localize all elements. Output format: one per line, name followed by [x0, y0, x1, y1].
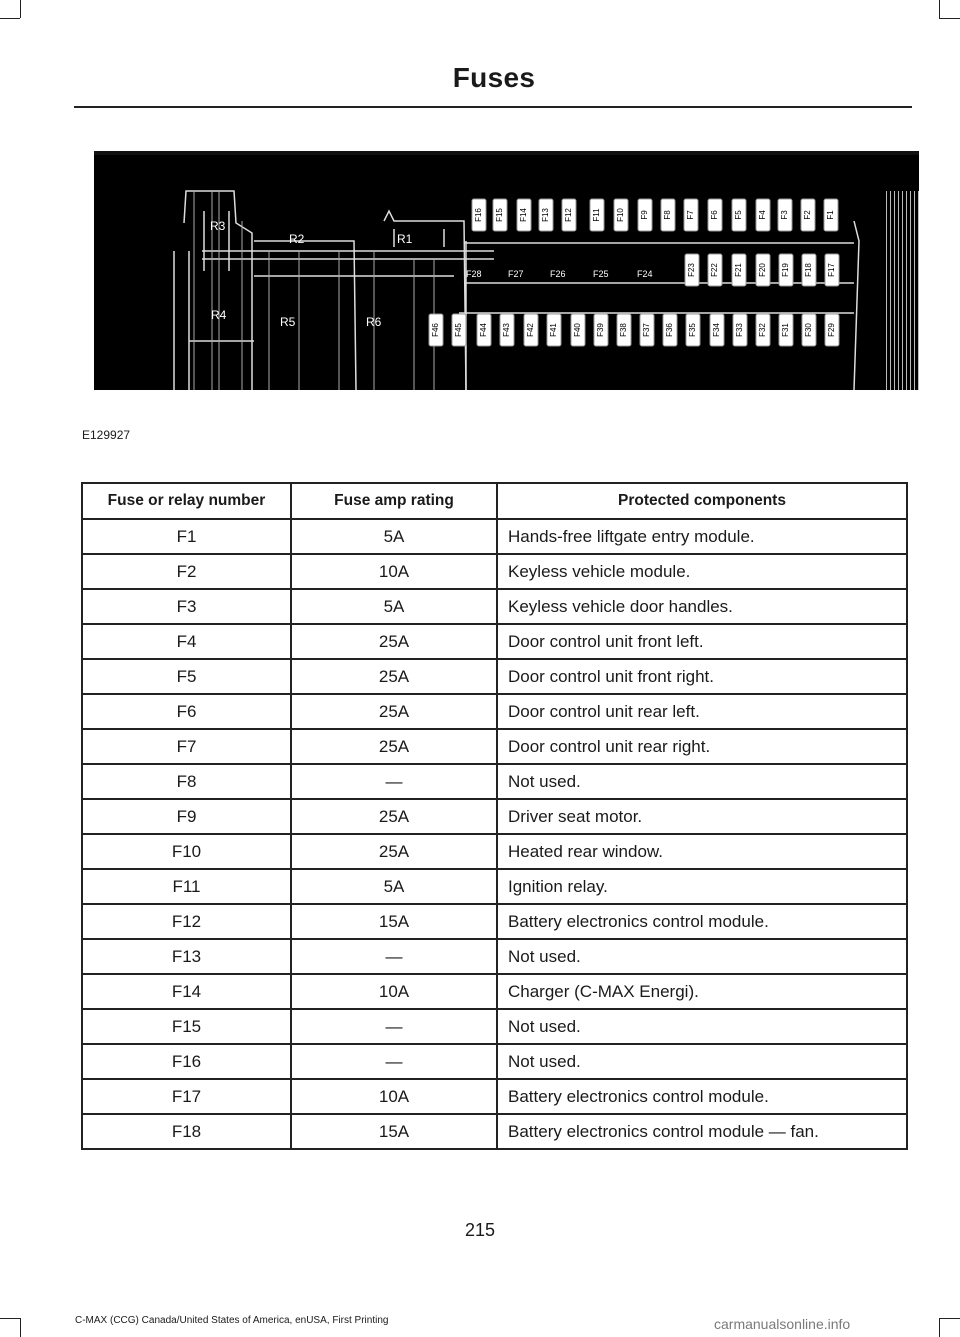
page-number: 215 — [464, 1220, 496, 1240]
table-row — [82, 1114, 907, 1149]
fuse-number: F15 — [82, 1009, 291, 1044]
watermark: carmanualsonline.info — [714, 1316, 851, 1332]
fuse-label: F35 — [688, 323, 698, 337]
protected-component: Not used. — [497, 1044, 907, 1079]
crop-mark — [939, 18, 960, 19]
amp-rating: 5A — [291, 589, 497, 624]
protected-component: Door control unit rear right. — [497, 729, 907, 764]
fuse-label: F17 — [827, 263, 837, 277]
fuse-label: F26 — [550, 269, 566, 279]
fuse-label: F32 — [758, 323, 768, 337]
protected-component: Heated rear window. — [497, 834, 907, 869]
crop-mark — [939, 0, 940, 18]
amp-rating: 10A — [291, 554, 497, 589]
fuse-label: F18 — [804, 263, 814, 277]
fuse-label: F43 — [502, 323, 512, 337]
fuse-label: F36 — [665, 323, 675, 337]
column-header: Protected components — [497, 483, 907, 519]
fuse-label: F15 — [495, 208, 505, 222]
crop-mark — [939, 1318, 960, 1319]
fuse-number: F18 — [82, 1114, 291, 1149]
fuse-number: F10 — [82, 834, 291, 869]
fuse-label: F42 — [526, 323, 536, 337]
amp-rating: 15A — [291, 904, 497, 939]
fuse-table — [81, 482, 908, 1150]
fuse-number: F4 — [82, 624, 291, 659]
table-header-row — [82, 483, 907, 519]
relay-label: R6 — [366, 315, 382, 329]
relay-label: R3 — [210, 219, 226, 233]
fuse-number: F16 — [82, 1044, 291, 1079]
fuse-number: F17 — [82, 1079, 291, 1114]
fuse-number: F1 — [82, 519, 291, 554]
fuse-label: F22 — [710, 263, 720, 277]
fuse-number: F13 — [82, 939, 291, 974]
table-row — [82, 729, 907, 764]
fuse-number: F6 — [82, 694, 291, 729]
crop-mark — [20, 1318, 21, 1337]
fuse-label: F3 — [780, 210, 790, 220]
fuse-label: F31 — [781, 323, 791, 337]
relay-label: R2 — [289, 232, 305, 246]
fuse-label: F44 — [479, 323, 489, 337]
fuse-box-illustration — [94, 151, 919, 390]
fuse-number: F3 — [82, 589, 291, 624]
amp-rating: 10A — [291, 974, 497, 1009]
fuse-label: F34 — [712, 323, 722, 337]
fuse-label: F33 — [735, 323, 745, 337]
table-row — [82, 519, 907, 554]
protected-component: Hands-free liftgate entry module. — [497, 519, 907, 554]
page-title: Fuses — [452, 62, 536, 93]
fuse-number: F2 — [82, 554, 291, 589]
amp-rating: — — [291, 1009, 497, 1044]
amp-rating: 25A — [291, 799, 497, 834]
amp-rating: 10A — [291, 1079, 497, 1114]
fuse-label: F38 — [619, 323, 629, 337]
table-row — [82, 589, 907, 624]
fuse-label: F4 — [758, 210, 768, 220]
fuse-label: F7 — [686, 210, 696, 220]
fuse-label: F11 — [592, 208, 602, 222]
fuse-label: F9 — [640, 210, 650, 220]
protected-component: Door control unit front right. — [497, 659, 907, 694]
table-row — [82, 659, 907, 694]
fuse-label: F46 — [431, 323, 441, 337]
fuse-number: F14 — [82, 974, 291, 1009]
fuse-label: F29 — [827, 323, 837, 337]
relay-label: R4 — [211, 308, 227, 322]
fuse-label: F5 — [734, 210, 744, 220]
fuse-label: F13 — [541, 208, 551, 222]
amp-rating: 25A — [291, 659, 497, 694]
column-header: Fuse amp rating — [291, 483, 497, 519]
protected-component: Battery electronics control module. — [497, 904, 907, 939]
fuse-box-diagram — [94, 151, 919, 390]
fuse-label: F37 — [642, 323, 652, 337]
amp-rating: — — [291, 939, 497, 974]
fuse-label: F45 — [454, 323, 464, 337]
fuse-label: F19 — [781, 263, 791, 277]
fuse-label: F41 — [549, 323, 559, 337]
fuse-number: F9 — [82, 799, 291, 834]
fuse-label: F20 — [758, 263, 768, 277]
protected-component: Keyless vehicle door handles. — [497, 589, 907, 624]
fuse-label: F25 — [593, 269, 609, 279]
relay-label: R5 — [280, 315, 296, 329]
protected-component: Battery electronics control module — fan. — [497, 1114, 907, 1149]
crop-mark — [0, 18, 20, 19]
header-rule — [74, 106, 912, 108]
table-row — [82, 904, 907, 939]
fuse-label: F10 — [616, 208, 626, 222]
amp-rating: 25A — [291, 694, 497, 729]
fuse-number: F5 — [82, 659, 291, 694]
protected-component: Not used. — [497, 1009, 907, 1044]
fuse-number: F8 — [82, 764, 291, 799]
protected-component: Door control unit rear left. — [497, 694, 907, 729]
crop-mark — [20, 0, 21, 18]
fuse-number: F11 — [82, 869, 291, 904]
fuse-label: F40 — [573, 323, 583, 337]
relay-label: R1 — [397, 232, 413, 246]
fuse-label: F12 — [564, 208, 574, 222]
table-row — [82, 1044, 907, 1079]
protected-component: Charger (C-MAX Energi). — [497, 974, 907, 1009]
table-row — [82, 1079, 907, 1114]
amp-rating: — — [291, 1044, 497, 1079]
crop-mark — [939, 1318, 940, 1337]
amp-rating: 5A — [291, 519, 497, 554]
table-row — [82, 799, 907, 834]
fuse-label: F6 — [710, 210, 720, 220]
table-row — [82, 974, 907, 1009]
table-row — [82, 764, 907, 799]
image-code: E129927 — [82, 428, 131, 442]
protected-component: Ignition relay. — [497, 869, 907, 904]
table-row — [82, 869, 907, 904]
fuse-label: F24 — [637, 269, 653, 279]
fuse-label: F27 — [508, 269, 524, 279]
crop-mark — [0, 1318, 20, 1319]
fuse-label: F39 — [596, 323, 606, 337]
fuse-label: F16 — [474, 208, 484, 222]
fuse-label: F2 — [803, 210, 813, 220]
amp-rating: — — [291, 764, 497, 799]
table-row — [82, 694, 907, 729]
table-row — [82, 1009, 907, 1044]
fuse-label: F21 — [734, 263, 744, 277]
amp-rating: 25A — [291, 624, 497, 659]
protected-component: Driver seat motor. — [497, 799, 907, 834]
table-row — [82, 939, 907, 974]
amp-rating: 5A — [291, 869, 497, 904]
amp-rating: 25A — [291, 834, 497, 869]
fuse-label: F28 — [466, 269, 482, 279]
fuse-number: F7 — [82, 729, 291, 764]
amp-rating: 25A — [291, 729, 497, 764]
protected-component: Door control unit front left. — [497, 624, 907, 659]
fuse-label: F23 — [687, 263, 697, 277]
table-row — [82, 834, 907, 869]
protected-component: Battery electronics control module. — [497, 1079, 907, 1114]
protected-component: Not used. — [497, 939, 907, 974]
table-row — [82, 624, 907, 659]
fuse-label: F1 — [826, 210, 836, 220]
fuse-number: F12 — [82, 904, 291, 939]
fuse-label: F8 — [663, 210, 673, 220]
protected-component: Not used. — [497, 764, 907, 799]
protected-component: Keyless vehicle module. — [497, 554, 907, 589]
fuse-label: F14 — [519, 208, 529, 222]
amp-rating: 15A — [291, 1114, 497, 1149]
fuse-label: F30 — [804, 323, 814, 337]
column-header: Fuse or relay number — [82, 483, 291, 519]
edition-footer: C-MAX (CCG) Canada/United States of America, enUSA, First Printing — [75, 1315, 389, 1326]
table-row — [82, 554, 907, 589]
